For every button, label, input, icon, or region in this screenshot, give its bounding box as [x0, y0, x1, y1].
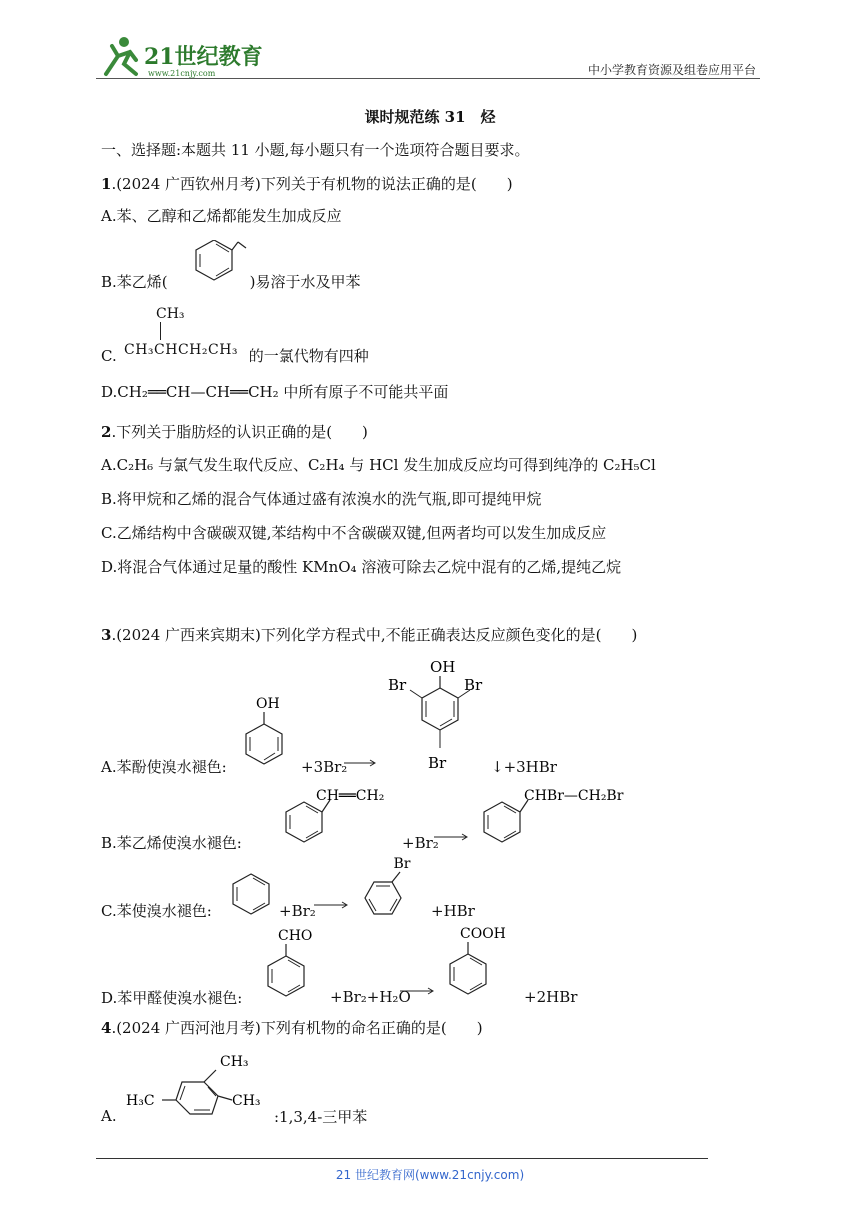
q3c-reagent: +Br₂	[279, 902, 316, 920]
q4-option-a-label: A.	[101, 1107, 117, 1125]
svg-text:CH══CH₂: CH══CH₂	[316, 788, 385, 804]
svg-text:H₃C: H₃C	[126, 1093, 155, 1109]
q2-option-c: C.乙烯结构中含碳碳双键,苯结构中不含碳碳双键,但两者均可以发生加成反应	[101, 524, 607, 542]
benzoic-acid-structure	[442, 924, 522, 1000]
question-4-stem: 4.(2024 广西河池月考)下列有机物的命名正确的是( )	[101, 1019, 483, 1037]
q3d-product: +2HBr	[524, 988, 578, 1006]
svg-text:OH: OH	[430, 658, 456, 676]
q3-option-d-label: D.苯甲醛使溴水褪色:	[101, 989, 243, 1007]
q3c-product: +HBr	[431, 902, 475, 920]
q3d-arrow	[400, 986, 436, 996]
q1c-chain-formula: CH₃CHCH₂CH₃	[124, 342, 239, 358]
q1c-methyl-label: CH₃	[156, 306, 185, 322]
q3-option-b-label: B.苯乙烯使溴水褪色:	[101, 834, 242, 852]
q1c-bond	[160, 322, 161, 340]
question-3-stem: 3.(2024 广西来宾期末)下列化学方程式中,不能正确表达反应颜色变化的是( )	[101, 626, 638, 644]
header-divider	[96, 78, 760, 79]
q3-option-c-label: C.苯使溴水褪色:	[101, 902, 212, 920]
tribromophenol-structure	[386, 656, 496, 772]
q3d-reagent: +Br₂+H₂O	[330, 988, 411, 1006]
svg-text:CH₃: CH₃	[232, 1093, 261, 1109]
footer-link[interactable]: 21 世纪教育网(www.21cnjy.com)	[335, 1168, 525, 1182]
styrene-structure	[176, 240, 256, 290]
q3a-arrow	[344, 758, 378, 768]
svg-text:CHO: CHO	[278, 928, 313, 944]
svg-text:www.21cnjy.com: www.21cnjy.com	[148, 69, 216, 78]
svg-text:CH₃: CH₃	[220, 1054, 249, 1070]
svg-text:Br: Br	[464, 676, 483, 694]
trimethylbenzene-structure	[124, 1050, 274, 1130]
phenol-structure	[242, 694, 288, 774]
svg-text:21世纪教育: 21世纪教育	[144, 44, 263, 70]
page-title: 课时规范练 31 烃	[364, 108, 496, 126]
svg-text:COOH: COOH	[460, 926, 506, 942]
dibromo-product-structure	[472, 784, 652, 854]
site-logo	[96, 34, 266, 78]
q3a-reagent: +3Br₂	[301, 758, 348, 776]
q3b-reagent: +Br₂	[402, 834, 439, 852]
q1-option-d: D.CH₂══CH—CH══CH₂ 中所有原子不可能共平面	[101, 383, 449, 401]
section-heading: 一、选择题:本题共 11 小题,每小题只有一个选项符合题目要求。	[101, 141, 530, 159]
benzaldehyde-structure	[264, 926, 324, 1002]
q3c-arrow	[314, 900, 350, 910]
question-1-stem: 1.(2024 广西钦州月考)下列关于有机物的说法正确的是( )	[101, 175, 513, 193]
q2-option-d: D.将混合气体通过足量的酸性 KMnO₄ 溶液可除去乙烷中混有的乙烯,提纯乙烷	[101, 558, 622, 576]
q3b-arrow	[434, 832, 470, 842]
q1-option-c: C. 的一氯代物有四种	[101, 347, 369, 365]
q3a-product: ↓+3HBr	[491, 758, 557, 776]
benzene-structure	[228, 872, 274, 918]
svg-text:Br: Br	[428, 754, 447, 772]
svg-text:Br: Br	[393, 856, 411, 872]
svg-text:CHBr—CH₂Br: CHBr—CH₂Br	[524, 788, 624, 804]
svg-text:OH: OH	[256, 696, 280, 712]
q2-option-a: A.C₂H₆ 与氯气发生取代反应、C₂H₄ 与 HCl 发生加成反应均可得到纯净的 C₂H₅Cl	[101, 456, 656, 474]
q3-option-a-label: A.苯酚使溴水褪色:	[101, 758, 227, 776]
q1-option-a: A.苯、乙醇和乙烯都能发生加成反应	[101, 207, 342, 225]
q4a-name: :1,3,4-三甲苯	[274, 1108, 368, 1126]
bromobenzene-structure	[352, 852, 412, 922]
footer-divider	[96, 1158, 708, 1159]
question-2-stem: 2.下列关于脂肪烃的认识正确的是( )	[101, 423, 368, 441]
header-platform-text: 中小学教育资源及组卷应用平台	[587, 63, 756, 77]
q1-option-b: B.苯乙烯( )易溶于水及甲苯	[101, 273, 361, 291]
svg-text:Br: Br	[388, 676, 407, 694]
q2-option-b: B.将甲烷和乙烯的混合气体通过盛有浓溴水的洗气瓶,即可提纯甲烷	[101, 490, 542, 508]
styrene-structure-q3b	[264, 784, 394, 854]
